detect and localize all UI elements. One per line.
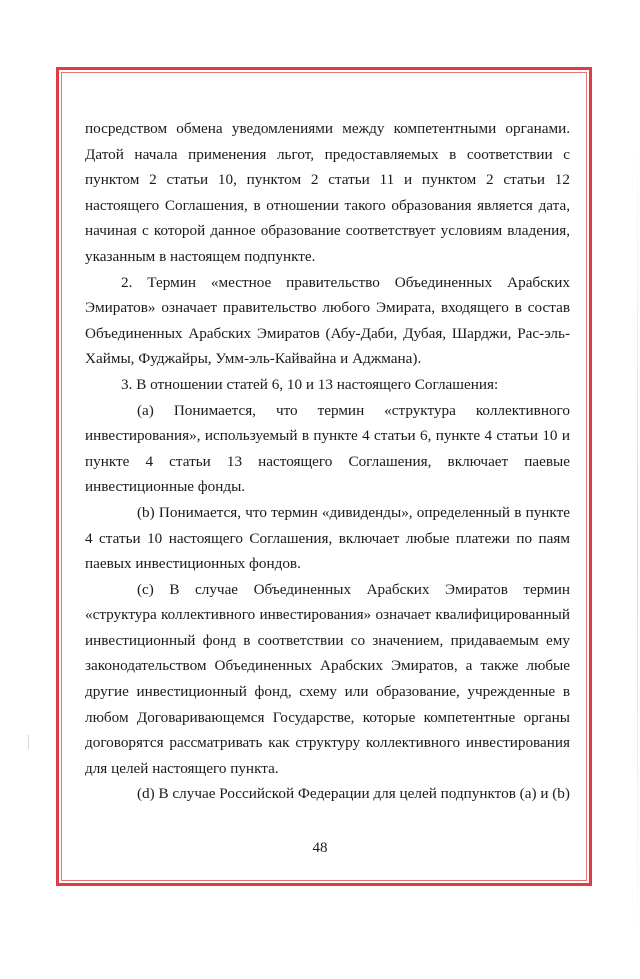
- subparagraph-b: (b) Понимается, что термин «дивиденды», определенный в пункте 4 статьи 10 настоящего Соглашения, включает любые платежи по паям паевых инвестиционных фондов.: [85, 503, 570, 573]
- subparagraph-a: (a) Понимается, что термин «структура коллективного инвестирования», используемый в пункте 4 статьи 6, пункте 4 статьи 10 и пункте 4 статьи 13 настоящего Соглашения, включает паевые инвестиционные фонды.: [85, 401, 570, 496]
- paragraph-item-2: 2. Термин «местное правительство Объединенных Арабских Эмиратов» означает правительство любого Эмирата, входящего в состав Объединенных Арабских Эмиратов (Абу-Даби, Дубая, Шарджи, Рас-эль-Хаймы, Фуджайры, Умм-эль-Кайвайна и Аджмана).: [85, 273, 570, 368]
- scan-mark: [28, 735, 29, 749]
- scan-edge-shadow: [637, 130, 638, 950]
- subparagraph-c: (c) В случае Объединенных Арабских Эмиратов термин «структура коллективного инвестирования» означает квалифицированный инвестиционный фонд в соответствии со значением, придаваемым ему законодательством Объединенных Арабских Эмиратов, а также любые другие инвестиционный фонд, схему или образование, учрежденные в любом Договаривающемся Государстве, которые компетентные органы договорятся рассматривать как структуру коллективного инвестирования для целей настоящего пункта.: [85, 580, 570, 777]
- document-body: [85, 116, 570, 807]
- subparagraph-d: (d) В случае Российской Федерации для целей подпунктов (a) и (b): [137, 785, 570, 803]
- paragraph-item-3: 3. В отношении статей 6, 10 и 13 настоящего Соглашения:: [121, 375, 499, 393]
- page-number: 48: [312, 840, 328, 856]
- paragraph-continuation: посредством обмена уведомлениями между компетентными органами. Датой начала применения льгот, предоставляемых в соответствии с пунктом 2 статьи 10, пунктом 2 статьи 11 и пунктом 2 статьи 12 настоящего Соглашения, в отношении такого образования является дата, начиная с которой данное образование соответствует условиям владения, указанным в настоящем подпункте.: [85, 120, 570, 265]
